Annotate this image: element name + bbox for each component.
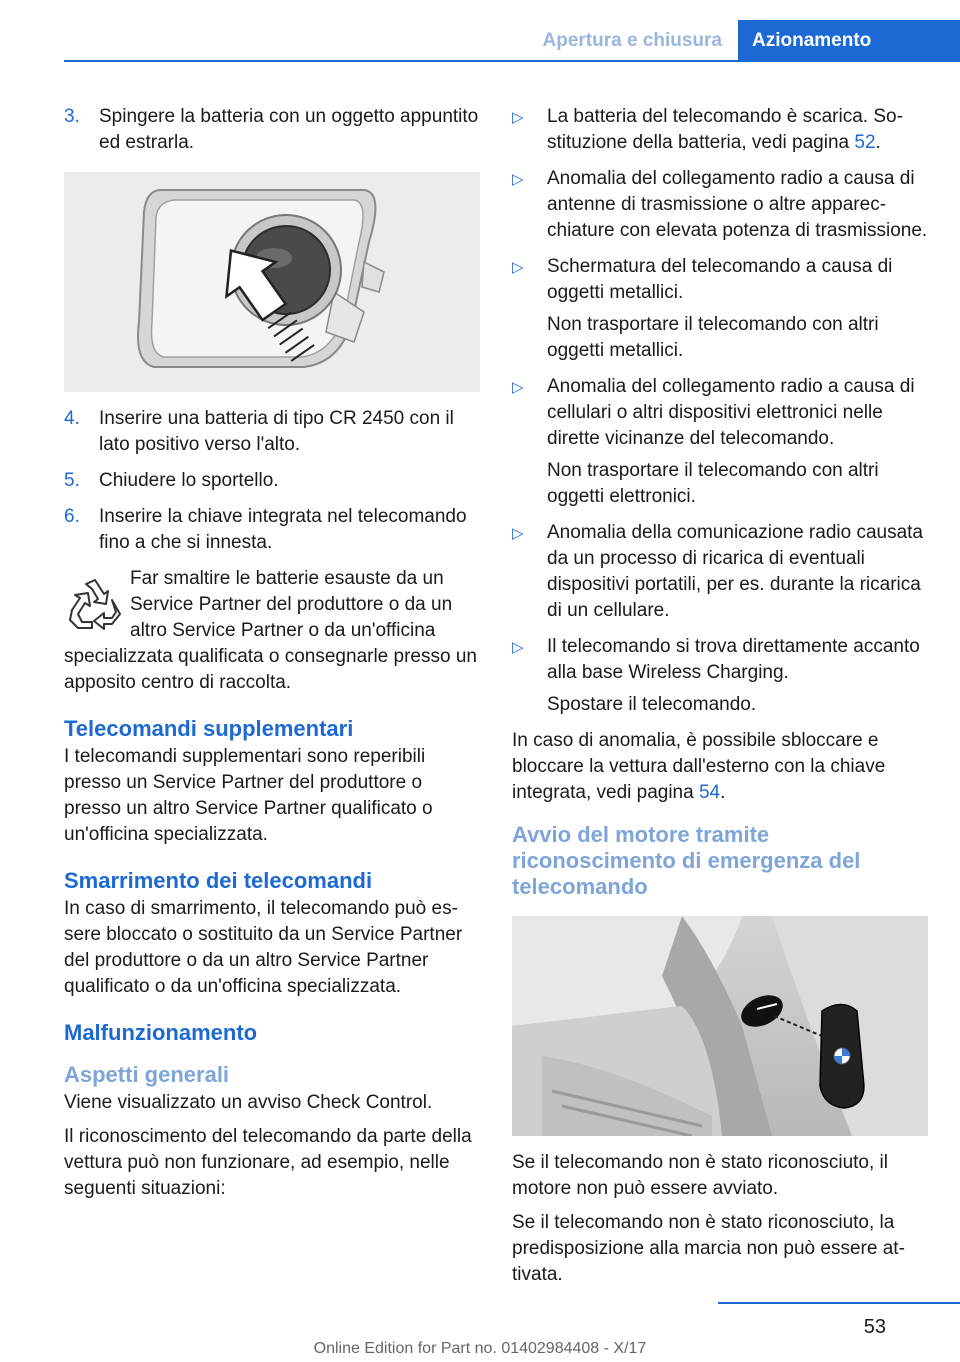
page-link-52[interactable]: 52 [854,132,876,153]
step-text: Inserire una batteria di tipo CR 2450 con il lato positivo verso l'alto. [99,408,454,455]
list-item-text: La batteria del telecomando è scarica. Sostituzione della batteria, vedi pagina [547,106,903,153]
paragraph-avvio-2: Se il telecomando non è stato riconosciuto, la predisposizione alla marcia non può essere attivata. [512,1212,905,1285]
heading-malfunzionamento: Malfunzionamento [64,1020,258,1045]
list-item [512,254,928,306]
step-number: 6. [64,506,80,527]
step-number: 3. [64,106,80,127]
step-text: Inserire la chiave integrata nel telecomando fino a che si innesta. [99,506,467,553]
recycling-note [64,566,480,696]
key-battery-illustration [64,172,480,392]
step-5 [64,468,480,494]
list-item [512,166,928,244]
list-item [512,104,928,156]
list-item-text: Anomalia del collegamento radio a causa di antenne di trasmissione o altre apparecchiature con elevata potenza di trasmissione. [547,168,928,241]
recycle-icon [64,576,126,634]
header-chapter-tab: Azionamento [738,20,960,62]
right-column [512,104,928,1296]
list-item-hint: Non trasportare il telecomando con altri oggetti elettronici. [547,460,879,507]
triangle-right-icon: ▷ [512,259,524,276]
header-section-title: Apertura e chiusura [542,30,722,51]
paragraph-supplementari: I telecomandi supplementari sono reperibili presso un Service Partner del produttore o presso un altro Service Partner qualificato o un'officina specializzata. [64,746,433,845]
step-text: Spingere la batteria con un oggetto appuntito ed estrarla. [99,106,479,153]
paragraph-punct: . [720,782,726,803]
edition-note: Online Edition for Part no. 01402984408 - X/17 [313,1340,647,1357]
step-text: Chiudere lo sportello. [99,470,279,491]
triangle-right-icon: ▷ [512,639,524,656]
list-item [512,374,928,452]
heading-telecomandi-supplementari: Telecomandi supplementari [64,716,354,741]
header-rule [64,60,960,62]
emergency-start-illustration [512,916,928,1136]
left-column [64,104,480,1210]
step-number: 5. [64,470,80,491]
step-4 [64,406,480,458]
step-6 [64,504,480,556]
triangle-right-icon: ▷ [512,525,524,542]
page-number: 53 [863,1316,886,1338]
paragraph-anomalia [512,728,928,806]
list-item [512,520,928,624]
paragraph-avvio-1: Se il telecomando non è stato riconosciuto, il motore non può essere avviato. [512,1152,888,1199]
key-battery-image [64,172,480,392]
footer-rule [718,1302,960,1304]
list-item-hint: Non trasportare il telecomando con altri oggetti metallici. [547,314,879,361]
paragraph-smarrimento: In caso di smarrimento, il telecomando può essere bloccato o sostituito da un Service Partner del produttore o da un altro Service Partner qualificato o da un'officina specializzata. [64,898,463,997]
heading-aspetti-generali: Aspetti generali [64,1062,230,1087]
emergency-start-image [512,916,928,1136]
list-item-text: Anomalia del collegamento radio a causa di cellulari o altri dispositivi elettronici nelle dirette vicinanze del telecomando. [547,376,915,449]
triangle-right-icon: ▷ [512,379,524,396]
heading-avvio-emergenza: Avvio del motore tramite riconoscimento di emergenza del telecomando [512,822,861,899]
list-item-punct: . [875,132,881,153]
paragraph-check-control: Viene visualizzato un avviso Check Control. [64,1092,433,1113]
recycling-text: Far smaltire le batterie esauste da un Service Partner del produttore o da un altro Service Partner o da un'officina specializzata qualificata o consegnarle presso un apposito centro di raccolta. [64,568,477,693]
list-item-text: Anomalia della comunicazione radio causata da un processo di ricarica di eventuali dispositivi portatili, per es. durante la ricarica di un cellulare. [547,522,924,621]
paragraph-situazioni: Il riconoscimento del telecomando da parte della vettura può non funzionare, ad esempio, nelle seguenti situazioni: [64,1126,472,1199]
heading-smarrimento: Smarrimento dei telecomandi [64,868,373,893]
list-item-text: Schermatura del telecomando a causa di oggetti metallici. [547,256,893,303]
list-item-text: Il telecomando si trova direttamente accanto alla base Wireless Charging. [547,636,920,683]
triangle-right-icon: ▷ [512,171,524,188]
list-item-hint: Spostare il telecomando. [547,694,757,715]
list-item [512,634,928,686]
step-3 [64,104,480,156]
triangle-right-icon: ▷ [512,109,524,126]
page-header [0,20,960,62]
step-number: 4. [64,408,80,429]
paragraph-text: In caso di anomalia, è possibile sbloccare e bloccare la vettura dall'esterno con la chiave integrata, vedi pagina [512,730,886,803]
page-link-54[interactable]: 54 [698,782,721,803]
